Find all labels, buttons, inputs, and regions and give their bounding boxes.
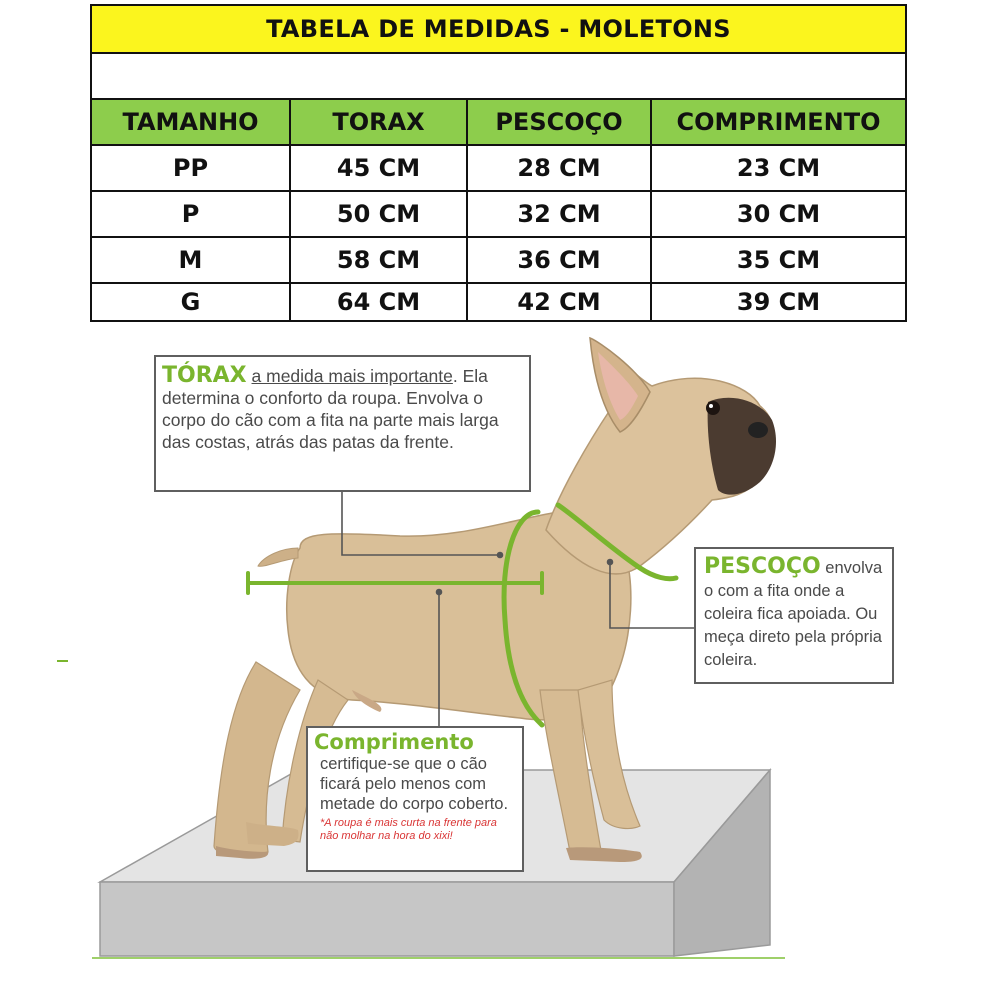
cell-comprimento: 30 CM (736, 200, 821, 228)
pescoco-text: envolva o com a fita onde a coleira fica apoiada. Ou meça direto pela própria coleira. (704, 559, 883, 669)
pescoco-callout (694, 547, 894, 684)
cell-size: G (92, 284, 291, 320)
cell-size: PP (92, 146, 291, 190)
torax-callout (154, 355, 531, 492)
header-tamanho: TAMANHO (92, 100, 291, 144)
table-title: TABELA DE MEDIDAS - MOLETONS (92, 6, 905, 54)
table-header-row (92, 100, 905, 146)
comprimento-text: certifique-se que o cão ficará pelo menos com metade do corpo coberto. (320, 755, 509, 813)
cell-comprimento: 35 CM (736, 246, 821, 274)
table-row (92, 192, 905, 238)
torax-body: determina o conforto da roupa. Envolva o corpo do cão com a fita na parte mais larga das costas, atrás das patas da frente. (162, 388, 499, 452)
header-torax: TORAX (291, 100, 468, 144)
table-row (92, 238, 905, 284)
table-blank-row (92, 54, 905, 100)
pescoco-label: PESCOÇO (704, 554, 821, 579)
comprimento-label: Comprimento (314, 730, 474, 754)
table-row (92, 146, 905, 192)
table-row (92, 284, 905, 320)
green-dash-mark (57, 660, 68, 662)
cell-pescoco: 32 CM (468, 192, 652, 236)
cell-pescoco: 36 CM (468, 238, 652, 282)
torax-highlight: a medida mais importante (251, 366, 453, 386)
cell-torax: 64 CM (291, 284, 468, 320)
cell-torax: 58 CM (291, 238, 468, 282)
cell-comprimento: 23 CM (736, 154, 821, 182)
cell-size: M (92, 238, 291, 282)
cell-pescoco: 42 CM (468, 284, 652, 320)
cell-torax: 50 CM (291, 192, 468, 236)
cell-comprimento: 39 CM (736, 288, 821, 316)
cell-size: P (92, 192, 291, 236)
torax-label: TÓRAX (162, 363, 247, 388)
comprimento-callout (306, 726, 524, 872)
header-comprimento: COMPRIMENTO (676, 108, 881, 136)
comprimento-note: *A roupa é mais curta na frente para não molhar na hora do xixi! (320, 817, 497, 842)
cell-torax: 45 CM (291, 146, 468, 190)
size-table (90, 4, 907, 322)
torax-text-after: . Ela (452, 366, 488, 386)
cell-pescoco: 28 CM (468, 146, 652, 190)
header-pescoco: PESCOÇO (468, 100, 652, 144)
